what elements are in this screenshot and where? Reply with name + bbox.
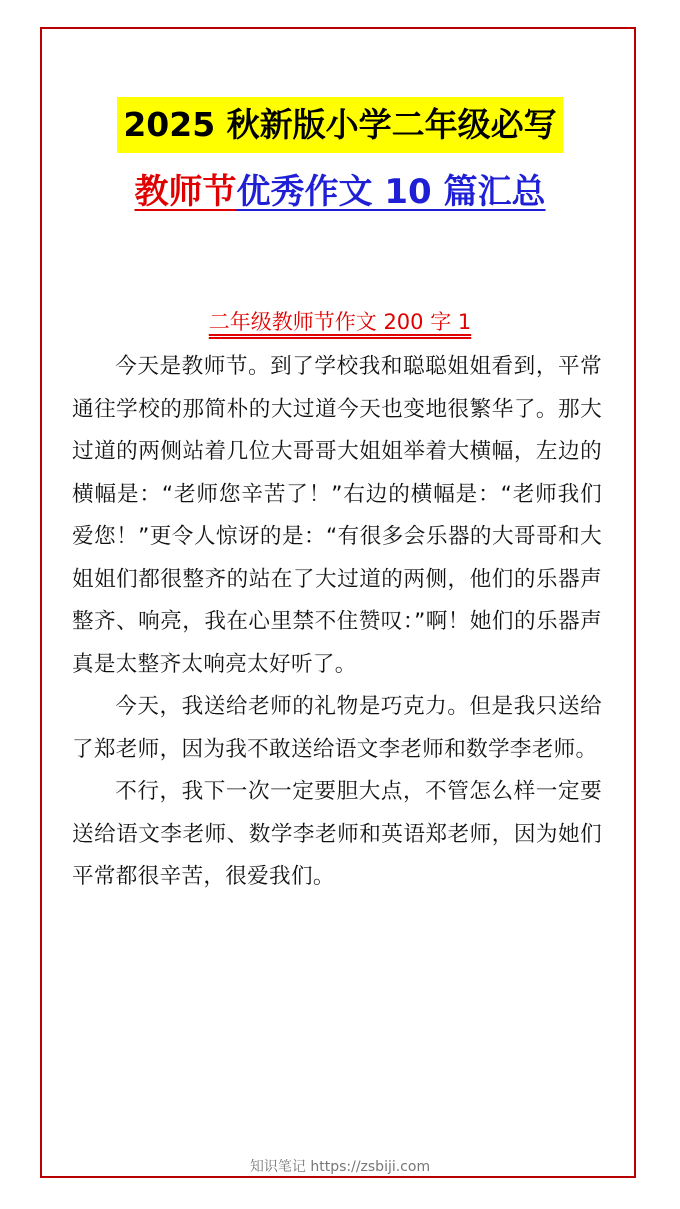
document-title-teachers-day: 教师节 xyxy=(134,172,237,212)
essay-title-container xyxy=(0,306,680,338)
essay-body xyxy=(72,346,602,899)
footer-watermark: 知识笔记 https://zsbiji.com xyxy=(249,1159,431,1175)
essay-paragraph-2: 今天，我送给老师的礼物是巧克力。但是我只送给了郑老师，因为我不敢送给语文李老师和数学李老师。 xyxy=(72,694,602,762)
essay-title: 二年级教师节作文 200 字 1 xyxy=(208,310,472,334)
title-line-2-container xyxy=(0,168,680,216)
title-line-1-container xyxy=(0,97,680,153)
essay-paragraph-1: 今天是教师节。到了学校我和聪聪姐姐看到，平常通往学校的那简朴的大过道今天也变地很繁华了。那大过道的两侧站着几位大哥哥大姐姐举着大横幅，左边的横幅是：“老师您辛苦了！”右边的横幅是：“老师我们爱您！”更令人惊讶的是：“有很多会乐器的大哥哥和大姐姐们都很整齐的站在了大过道的两侧，他们的乐器声整齐、响亮，我在心里禁不住赞叹：”啊！她们的乐器声真是太整齐太响亮太好听了。 xyxy=(72,354,602,677)
document-title-line-1: 2025 秋新版小学二年级必写 xyxy=(117,97,562,153)
document-title-line-2: 优秀作文 10 篇汇总 xyxy=(236,172,546,212)
essay-paragraph-3: 不行，我下一次一定要胆大点，不管怎么样一定要送给语文李老师、数学李老师和英语郑老师，因为她们平常都很辛苦，很爱我们。 xyxy=(72,779,602,889)
